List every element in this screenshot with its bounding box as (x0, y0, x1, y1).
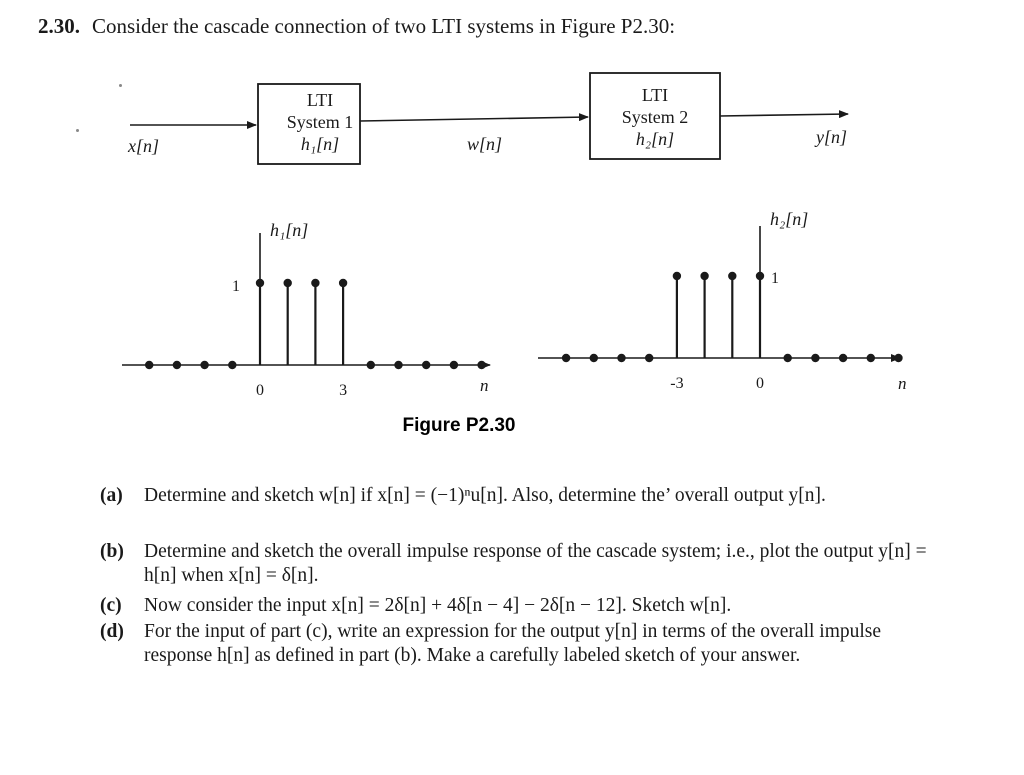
stem-point (284, 279, 292, 287)
intermediate-label: w[n] (467, 134, 503, 154)
stem-point (339, 279, 347, 287)
part-c-label: (c) (100, 595, 122, 616)
block-diagram (127, 73, 848, 164)
part-a-label: (a) (100, 485, 123, 506)
amplitude-label: 1 (232, 278, 240, 295)
amplitude-label: 1 (771, 270, 779, 287)
stem-point (228, 361, 236, 369)
system1-line2: System 1 (286, 112, 354, 132)
tick-label: 0 (256, 382, 264, 399)
stem-point (477, 361, 485, 369)
system2-line1: LTI (641, 85, 669, 105)
tick-label: 3 (339, 382, 348, 399)
part-d-text: For the input of part (c), write an expression for the output y[n] in terms of the overall impulse response h[n] as defined in part (b). Make a carefully labeled sketch of your answer. (144, 621, 882, 666)
stem-point (784, 354, 792, 362)
part-c-text: Now consider the input x[n] = 2δ[n] + 4δ[n − 4] − 2δ[n − 12]. Sketch w[n]. (144, 595, 732, 616)
stem-plot-h1 (122, 220, 490, 399)
stem-point (700, 272, 708, 280)
stem-point (756, 272, 764, 280)
stem-point (867, 354, 875, 362)
stem-point (673, 272, 681, 280)
part-d-label: (d) (100, 621, 124, 642)
stem-point (394, 361, 402, 369)
x-axis-label: n (480, 376, 489, 395)
stem-point (145, 361, 153, 369)
plot-title: h₁[n] (270, 220, 309, 240)
system1-line3: h₁[n] (300, 134, 340, 154)
tick-label: 0 (756, 375, 764, 392)
system1-line1: LTI (306, 90, 334, 110)
stem-point (256, 279, 264, 287)
stem-point (839, 354, 847, 362)
figure-caption: Figure P2.30 (402, 415, 516, 436)
stem-point (562, 354, 570, 362)
stem-point (645, 354, 653, 362)
stem-plot-h2 (538, 209, 907, 393)
input-label: x[n] (128, 136, 159, 156)
stem-point (311, 279, 319, 287)
problem-number: 2.30. (38, 14, 80, 38)
stem-point (367, 361, 375, 369)
tick-label: -3 (670, 375, 684, 392)
problem-statement: Consider the cascade connection of two LTI systems in Figure P2.30: (92, 14, 676, 38)
system2-line3: h₂[n] (635, 129, 675, 149)
stem-point (200, 361, 208, 369)
plot-title: h₂[n] (770, 209, 809, 229)
stem-point (728, 272, 736, 280)
system2-line2: System 2 (621, 107, 689, 127)
output-label: y[n] (816, 127, 847, 147)
stem-point (617, 354, 625, 362)
x-axis-label: n (898, 374, 907, 393)
middle-arrow (360, 117, 588, 121)
stem-point (894, 354, 902, 362)
stem-point (590, 354, 598, 362)
part-b-text: Determine and sketch the overall impulse response of the cascade system; i.e., plot the output y[n] = h[n] when x[n] = δ[n]. (144, 541, 927, 586)
stem-point (811, 354, 819, 362)
stem-point (173, 361, 181, 369)
part-b-label: (b) (100, 541, 124, 562)
output-arrow (720, 114, 848, 116)
stem-point (422, 361, 430, 369)
part-a-text: Determine and sketch w[n] if x[n] = (−1)ⁿu[n]. Also, determine the’ overall output y[n]. (144, 485, 826, 506)
stem-point (450, 361, 458, 369)
